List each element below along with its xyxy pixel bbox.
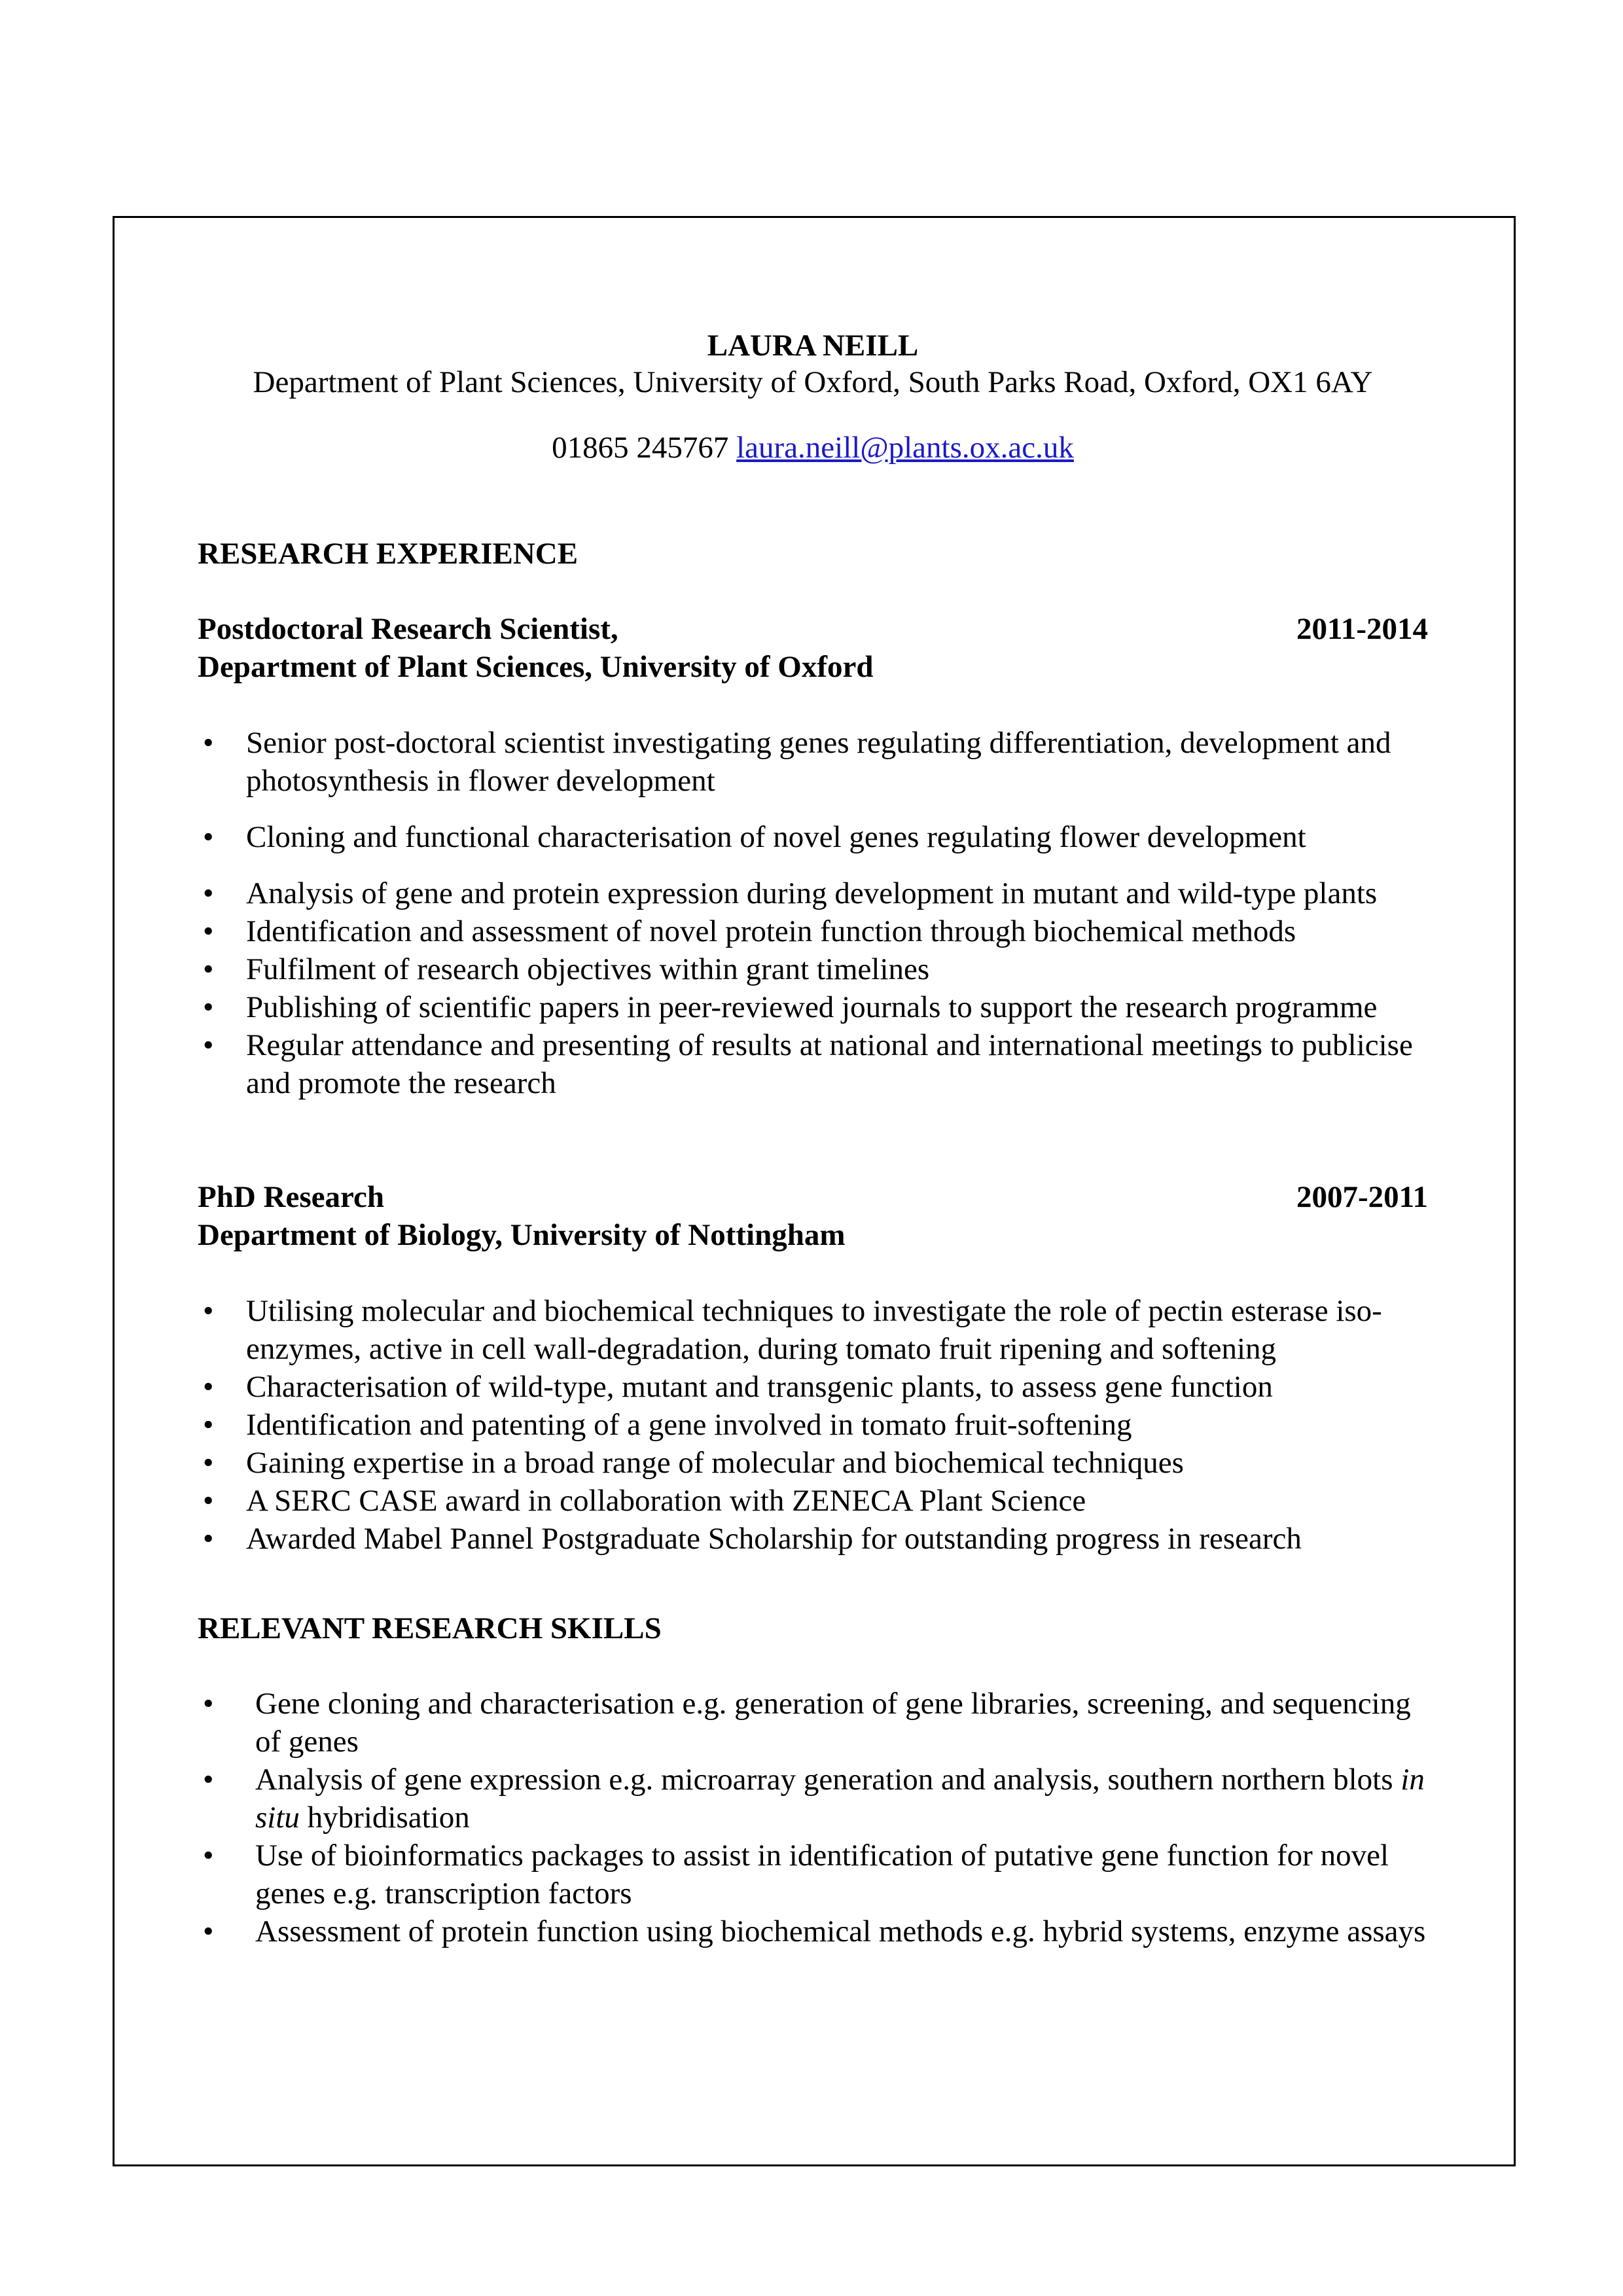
list-item: • A SERC CASE award in collaboration with ZENECA Plant Science: [198, 1482, 1428, 1520]
job-postdoc-role: Postdoctoral Research Scientist,: [198, 612, 618, 646]
job-phd-role: PhD Research: [198, 1180, 385, 1214]
job-phd-org: Department of Biology, University of Nottingham: [198, 1218, 846, 1252]
list-item: • Use of bioinformatics packages to assist in identification of putative gene function for novel genes e.g. transcription factors: [198, 1837, 1428, 1912]
bullet-icon: •: [203, 1028, 214, 1062]
cv-name: LAURA NEILL: [707, 329, 919, 363]
list-item: • Analysis of gene expression e.g. microarray generation and analysis, southern northern blots in situ hybridisation: [198, 1761, 1428, 1837]
list-item: • Analysis of gene and protein expression during development in mutant and wild-type plants: [198, 874, 1428, 912]
list-item: • Characterisation of wild-type, mutant and transgenic plants, to assess gene function: [198, 1368, 1428, 1406]
job-phd-header: [198, 1178, 1428, 1254]
bullet-icon: •: [203, 726, 214, 760]
cv-content: [198, 327, 1428, 1950]
list-item: • Fulfilment of research objectives within grant timelines: [198, 950, 1428, 988]
list-item: • Gaining expertise in a broad range of molecular and biochemical techniques: [198, 1444, 1428, 1482]
list-item: • Gene cloning and characterisation e.g. generation of gene libraries, screening, and sequencing of genes: [198, 1685, 1428, 1761]
bullet-icon: •: [203, 1839, 214, 1873]
cv-phone: 01865 245767: [552, 431, 729, 465]
job-postdoc-bullets: [198, 724, 1428, 1102]
job-phd-dates: 2007-2011: [1296, 1180, 1428, 1214]
job-phd-bullets: [198, 1292, 1428, 1558]
bullet-icon: •: [203, 820, 214, 854]
bullet-icon: •: [203, 1446, 214, 1480]
list-item: • Identification and assessment of novel protein function through biochemical methods: [198, 912, 1428, 950]
bullet-icon: •: [203, 990, 214, 1024]
section-title-research-experience: RESEARCH EXPERIENCE: [198, 537, 579, 571]
cv-header: [198, 327, 1428, 466]
skills-bullets: [198, 1685, 1428, 1950]
list-item: • Regular attendance and presenting of results at national and international meetings to publicise and promote the research: [198, 1026, 1428, 1102]
bullet-icon: •: [203, 1763, 214, 1797]
cv-email-link[interactable]: laura.neill@plants.ox.ac.uk: [736, 431, 1074, 465]
bullet-icon: •: [203, 914, 214, 948]
list-item: • Awarded Mabel Pannel Postgraduate Scholarship for outstanding progress in research: [198, 1520, 1428, 1558]
bullet-icon: •: [203, 1687, 214, 1721]
bullet-icon: •: [203, 1370, 214, 1404]
bullet-icon: •: [203, 1294, 214, 1328]
list-item: • Publishing of scientific papers in peer-reviewed journals to support the research programme: [198, 988, 1428, 1026]
cv-contact-line: [198, 429, 1428, 466]
bullet-icon: •: [203, 952, 214, 986]
list-item: • Cloning and functional characterisation of novel genes regulating flower development: [198, 818, 1428, 856]
list-item: • Utilising molecular and biochemical techniques to investigate the role of pectin esterase iso-enzymes, active in cell wall-degradation, during tomato fruit ripening and softening: [198, 1292, 1428, 1368]
bullet-icon: •: [203, 1914, 214, 1948]
job-postdoc-org: Department of Plant Sciences, University of Oxford: [198, 650, 874, 684]
bullet-icon: •: [203, 1522, 214, 1556]
list-item: • Identification and patenting of a gene involved in tomato fruit-softening: [198, 1406, 1428, 1444]
cv-address: Department of Plant Sciences, University of Oxford, South Parks Road, Oxford, OX1 6AY: [253, 365, 1373, 399]
job-postdoc-dates: 2011-2014: [1296, 612, 1428, 646]
list-item: • Senior post-doctoral scientist investigating genes regulating differentiation, development and photosynthesis in flower development: [198, 724, 1428, 800]
section-title-relevant-research-skills: RELEVANT RESEARCH SKILLS: [198, 1611, 662, 1645]
job-postdoc-header: [198, 610, 1428, 686]
bullet-icon: •: [203, 1484, 214, 1518]
bullet-icon: •: [203, 876, 214, 910]
list-item: • Assessment of protein function using biochemical methods e.g. hybrid systems, enzyme assays: [198, 1912, 1428, 1950]
bullet-icon: •: [203, 1408, 214, 1442]
